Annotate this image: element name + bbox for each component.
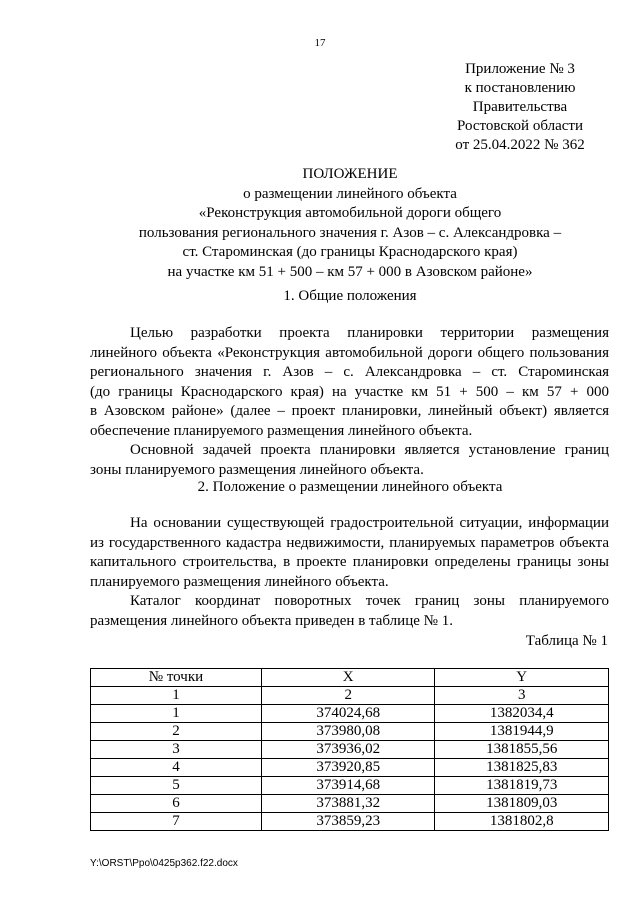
text-line: капитального строительства, в проекте планировки определены границы зоны bbox=[90, 554, 609, 570]
header-y: Y bbox=[435, 669, 609, 687]
table-cell: 5 bbox=[91, 777, 262, 795]
title-line: ст. Староминская (до границы Краснодарского края) bbox=[182, 244, 518, 260]
table-row bbox=[91, 741, 609, 759]
appendix-line: Правительства bbox=[472, 99, 568, 115]
table-cell: 1382034,4 bbox=[435, 705, 609, 723]
file-path-footer: Y:\ORST\Ppo\0425p362.f22.docx bbox=[90, 858, 238, 869]
text-line: регионального значения г. Азов – с. Александровка – ст. Староминская bbox=[90, 364, 609, 380]
appendix-line: Ростовской области bbox=[457, 118, 583, 134]
table-cell: 7 bbox=[91, 813, 262, 831]
section-1-paragraph-1 bbox=[90, 324, 609, 441]
page-number: 17 bbox=[314, 37, 326, 49]
table-caption: Таблица № 1 bbox=[525, 633, 608, 649]
text-line: размещения линейного объекта приведен в таблице № 1. bbox=[90, 612, 453, 629]
table-cell: 1381944,9 bbox=[435, 723, 609, 741]
table-cell: 1 bbox=[91, 687, 262, 705]
title-line: о размещении линейного объекта bbox=[243, 185, 457, 202]
table-cell: 1381809,03 bbox=[435, 795, 609, 813]
coordinates-table bbox=[90, 668, 609, 831]
table-cell: 374024,68 bbox=[261, 705, 435, 723]
table-cell: 373936,02 bbox=[261, 741, 435, 759]
appendix-line: от 25.04.2022 № 362 bbox=[455, 137, 585, 153]
appendix-line: Приложение № 3 bbox=[465, 61, 575, 77]
table-row bbox=[91, 759, 609, 777]
table-cell: 2 bbox=[261, 687, 435, 705]
table-cell: 1381819,73 bbox=[435, 777, 609, 795]
section-2-paragraph-1 bbox=[90, 514, 609, 592]
text-line: На основании существующей градостроительной ситуации, информации bbox=[130, 515, 609, 531]
title-heading: ПОЛОЖЕНИЕ bbox=[302, 166, 398, 182]
appendix-line: к постановлению bbox=[464, 80, 576, 96]
table-cell: 1 bbox=[91, 705, 262, 723]
table-row bbox=[91, 705, 609, 723]
text-line: линейного объекта «Реконструкция автомобильной дороги общего пользования bbox=[90, 344, 609, 361]
text-line: планируемого размещения линейного объекта. bbox=[90, 573, 389, 590]
table-row bbox=[91, 777, 609, 795]
section-1-heading: 1. Общие положения bbox=[283, 288, 417, 304]
table-cell: 373914,68 bbox=[261, 777, 435, 795]
header-point-number: № точки bbox=[91, 669, 262, 687]
text-line: из государственного кадастра недвижимости, планируемых параметров объекта bbox=[90, 534, 609, 551]
table-row bbox=[91, 813, 609, 831]
table-cell: 373920,85 bbox=[261, 759, 435, 777]
text-line: Целью разработки проекта планировки территории размещения bbox=[130, 325, 609, 341]
text-line: (до границы Краснодарского края) на участке км 51 + 500 – км 57 + 000 bbox=[90, 383, 609, 400]
text-line: обеспечение планируемого размещения линейного объекта. bbox=[90, 422, 473, 439]
table-row bbox=[91, 795, 609, 813]
table-row bbox=[91, 723, 609, 741]
section-1-paragraph-2 bbox=[90, 441, 609, 480]
text-line: Каталог координат поворотных точек границ зоны планируемого bbox=[130, 593, 609, 609]
table-cell: 373881,32 bbox=[261, 795, 435, 813]
text-line: зоны планируемого размещения линейного объекта. bbox=[90, 461, 424, 478]
section-2-paragraph-2 bbox=[90, 592, 609, 631]
section-2-heading: 2. Положение о размещении линейного объекта bbox=[197, 479, 503, 495]
table-cell: 1381825,83 bbox=[435, 759, 609, 777]
title-line: на участке км 51 + 500 – км 57 + 000 в Азовском районе» bbox=[167, 263, 533, 280]
table-cell: 373859,23 bbox=[261, 813, 435, 831]
table-cell: 2 bbox=[91, 723, 262, 741]
table-cell: 373980,08 bbox=[261, 723, 435, 741]
table-header-row bbox=[91, 669, 609, 687]
table-cell: 4 bbox=[91, 759, 262, 777]
table-numbering-row bbox=[91, 687, 609, 705]
document-title bbox=[60, 165, 640, 282]
title-line: «Реконструкция автомобильной дороги общего bbox=[198, 205, 502, 221]
table-cell: 3 bbox=[435, 687, 609, 705]
title-line: пользования регионального значения г. Азов – с. Александровка – bbox=[138, 224, 562, 241]
table-cell: 6 bbox=[91, 795, 262, 813]
text-line: в Азовском районе» (далее – проект планировки, линейный объект) является bbox=[90, 403, 609, 419]
text-line: Основной задачей проекта планировки является установление границ bbox=[130, 442, 609, 458]
header-x: X bbox=[261, 669, 435, 687]
table-cell: 1381855,56 bbox=[435, 741, 609, 759]
table-cell: 3 bbox=[91, 741, 262, 759]
table-cell: 1381802,8 bbox=[435, 813, 609, 831]
appendix-block bbox=[420, 60, 620, 155]
